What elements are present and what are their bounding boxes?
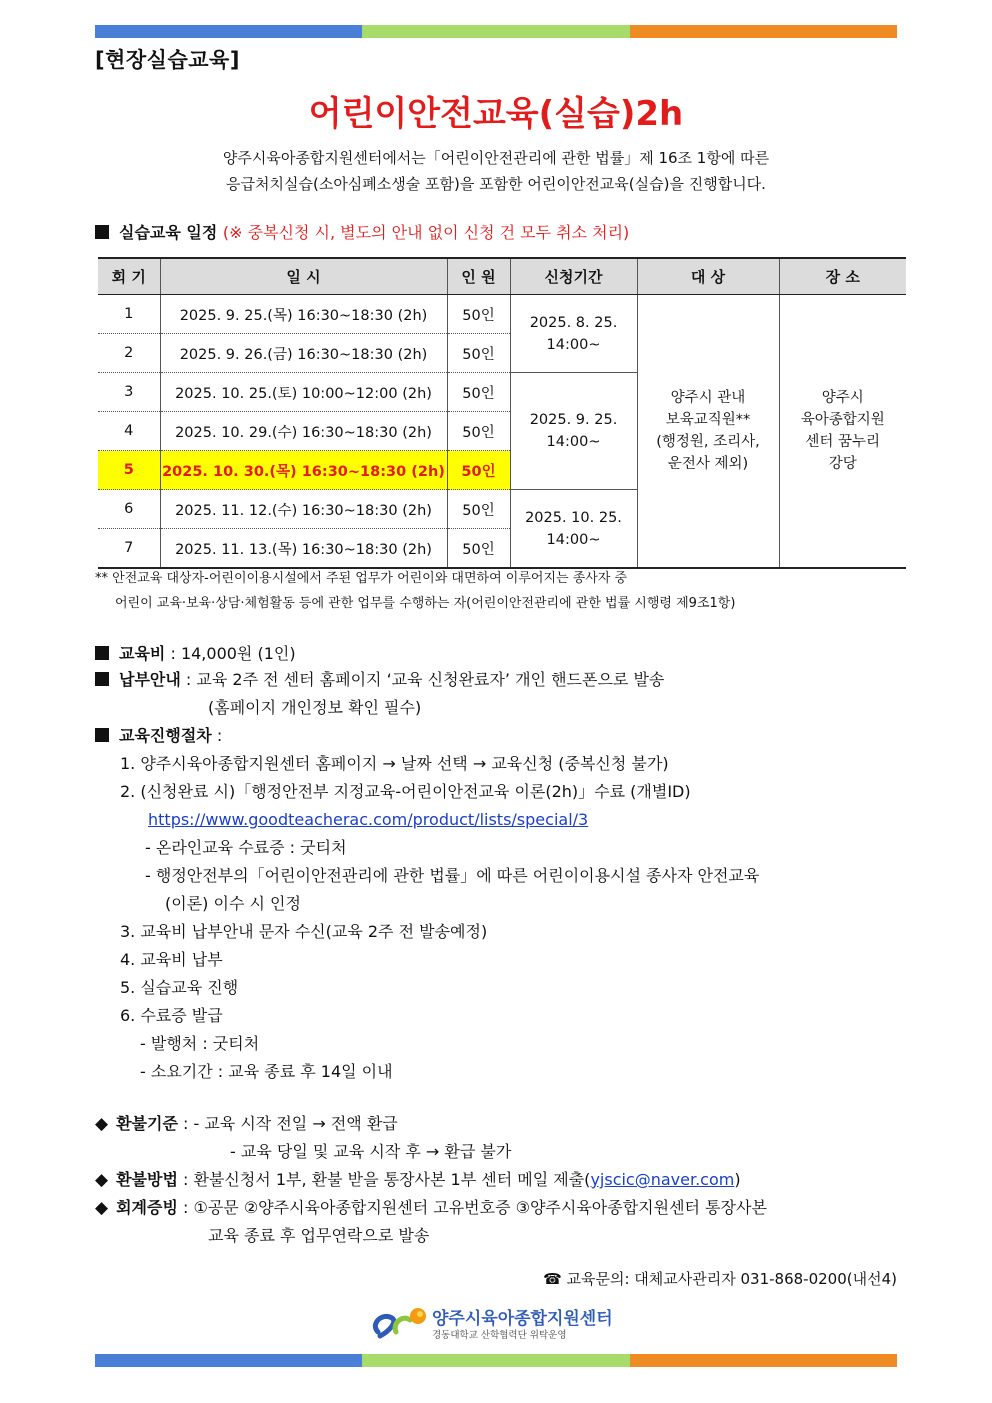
session-capacity: 50인 (447, 334, 510, 373)
refund-method-text: : 환불신청서 1부, 환불 받을 통장사본 1부 센터 메일 제출( (183, 1170, 591, 1189)
procedure-step-6: 6. 수료증 발급 (120, 1006, 223, 1025)
accounting-block (95, 1194, 767, 1250)
session-datetime: 2025. 10. 25.(토) 10:00~12:00 (2h) (160, 373, 447, 412)
target-line: 보육교직원** (665, 412, 751, 428)
footnote-line-1: ** 안전교육 대상자-어린이이용시설에서 주된 업무가 어린이와 대면하여 이루어지는 종사자 중 (95, 571, 628, 586)
email-link[interactable]: yjscic@naver.com (590, 1170, 735, 1189)
session-datetime: 2025. 11. 12.(수) 16:30~18:30 (2h) (160, 490, 447, 529)
target-line: (행정원, 조리사, (656, 434, 760, 450)
square-bullet-icon (95, 728, 109, 742)
refund-rule-line-2: - 교육 당일 및 교육 시작 후 → 환급 불가 (230, 1142, 512, 1161)
square-bullet-icon (95, 672, 109, 686)
refund-rule-line-1: : - 교육 시작 전일 → 전액 환급 (183, 1114, 398, 1133)
intro-text (0, 145, 992, 197)
session-no: 7 (98, 529, 160, 569)
refund-method-line (95, 1166, 741, 1194)
procedure-colon: : (216, 726, 223, 745)
payment-line-2: (홈페이지 개인정보 확인 필수) (208, 698, 422, 717)
apply-period-time: 14:00~ (546, 531, 601, 548)
session-no: 3 (98, 373, 160, 412)
table-header-row (98, 258, 906, 295)
apply-period-date: 2025. 9. 25. (529, 412, 618, 428)
apply-period-time: 14:00~ (546, 336, 601, 353)
session-capacity: 50인 (447, 490, 510, 529)
session-datetime: 2025. 11. 13.(목) 16:30~18:30 (2h) (160, 529, 447, 569)
square-bullet-icon (95, 646, 109, 660)
header-session: 회 기 (98, 258, 160, 295)
header-place: 장 소 (779, 258, 906, 295)
intro-line-2: 응급처치실습(소아심폐소생술 포함)을 포함한 어린이안전교육(실습)을 진행합니다. (226, 175, 766, 193)
session-no: 4 (98, 412, 160, 451)
schedule-table (98, 257, 906, 569)
schedule-heading-label: 실습교육 일정 (119, 223, 218, 242)
session-capacity: 50인 (447, 295, 510, 334)
procedure-sub-1: - 온라인교육 수료증 : 굿티처 (145, 838, 347, 857)
intro-line-1: 양주시육아종합지원센터에서는「어린이안전관리에 관한 법률」제 16조 1항에 따른 (222, 149, 770, 167)
procedure-step-3: 3. 교육비 납부안내 문자 수신(교육 2주 전 발송예정) (120, 922, 488, 941)
logo-name: 양주시육아종합지원센터 (432, 1309, 613, 1329)
procedure-sub-2b: (이론) 이수 시 인정 (165, 894, 301, 913)
fee-value: : 14,000원 (1인) (170, 644, 296, 663)
procedure-sub-2a: - 행정안전부의「어린이안전관리에 관한 법률」에 따른 어린이이용시설 종사자 안전교육 (145, 866, 760, 885)
footnote-line-2: 어린이 교육·보육·상담·체험활동 등에 관한 업무를 수행하는 자(어린이안전관리에 관한 법률 시행령 제9조1항) (115, 596, 736, 611)
schedule-heading (95, 220, 629, 243)
procedure-step-1: 1. 양주시육아종합지원센터 홈페이지 → 날짜 선택 → 교육신청 (중복신청 불가) (120, 754, 669, 773)
session-capacity: 50인 (447, 451, 510, 490)
session-no: 5 (98, 451, 160, 490)
session-capacity: 50인 (447, 373, 510, 412)
apply-period-2 (510, 373, 637, 490)
session-capacity: 50인 (447, 529, 510, 569)
target-line: 양주시 관내 (670, 390, 746, 406)
fee-label: 교육비 (119, 644, 166, 663)
contact-info: ☎ 교육문의: 대체교사관리자 031-868-0200(내선4) (543, 1270, 897, 1288)
page-title: 어린이안전교육(실습)2h (308, 94, 684, 134)
procedure-sub-6a: - 발행처 : 굿티처 (140, 1034, 260, 1053)
diamond-bullet-icon: ◆ (95, 1198, 109, 1218)
payment-block (95, 666, 664, 722)
header-period: 신청기간 (510, 258, 637, 295)
session-no: 6 (98, 490, 160, 529)
bottom-color-bar (95, 1354, 897, 1367)
table-row (98, 295, 906, 334)
duplicate-warning: (※ 중복신청 시, 별도의 안내 없이 신청 건 모두 취소 처리) (222, 223, 630, 242)
apply-period-time: 14:00~ (546, 434, 601, 450)
footnote (95, 566, 735, 616)
session-no: 2 (98, 334, 160, 373)
place-line: 육아종합지원 (800, 412, 885, 428)
header-target: 대 상 (637, 258, 779, 295)
session-datetime: 2025. 10. 30.(목) 16:30~18:30 (2h) (160, 451, 447, 490)
session-datetime: 2025. 9. 26.(금) 16:30~18:30 (2h) (160, 334, 447, 373)
session-capacity: 50인 (447, 412, 510, 451)
session-datetime: 2025. 10. 29.(수) 16:30~18:30 (2h) (160, 412, 447, 451)
apply-period-date: 2025. 8. 25. (529, 314, 618, 331)
top-color-bar (95, 25, 897, 38)
refund-method-label: 환불방법 (116, 1170, 178, 1189)
payment-label: 납부안내 (119, 670, 181, 689)
square-bullet-icon (95, 225, 109, 239)
place-line: 센터 꿈누리 (805, 434, 881, 450)
procedure-block (95, 722, 759, 1086)
apply-period-date: 2025. 10. 25. (525, 509, 622, 526)
place-line: 강당 (828, 456, 857, 472)
header-datetime: 일 시 (160, 258, 447, 295)
section-tag: [현장실습교육] (95, 48, 240, 72)
refund-rule-label: 환불기준 (116, 1114, 178, 1133)
accounting-line-2: 교육 종료 후 업무연락으로 발송 (208, 1226, 430, 1245)
refund-method-close: ) (734, 1170, 741, 1189)
procedure-step-5: 5. 실습교육 진행 (120, 978, 239, 997)
procedure-step-4: 4. 교육비 납부 (120, 950, 223, 969)
procedure-label: 교육진행절차 (119, 726, 212, 745)
target-cell (637, 295, 779, 569)
procedure-step-2: 2. (신청완료 시)「행정안전부 지정교육-어린이안전교육 이론(2h)」수료 (개별ID) (120, 782, 691, 801)
accounting-label: 회계증빙 (116, 1198, 178, 1217)
apply-period-1 (510, 295, 637, 373)
session-datetime: 2025. 9. 25.(목) 16:30~18:30 (2h) (160, 295, 447, 334)
place-line: 양주시 (821, 390, 864, 406)
logo-subtitle: 경동대학교 산학협력단 위탁운영 (432, 1330, 567, 1341)
diamond-bullet-icon: ◆ (95, 1170, 109, 1190)
course-link[interactable]: https://www.goodteacherac.com/product/lists/special/3 (148, 810, 589, 829)
session-no: 1 (98, 295, 160, 334)
target-line: 운전사 제외) (667, 456, 749, 472)
place-cell (779, 295, 906, 569)
fee-line (95, 640, 296, 668)
apply-period-3 (510, 490, 637, 569)
refund-rule-block (95, 1110, 511, 1166)
payment-line-1: : 교육 2주 전 센터 홈페이지 ‘교육 신청완료자’ 개인 핸드폰으로 발송 (185, 670, 665, 689)
procedure-sub-6b: - 소요기간 : 교육 종료 후 14일 이내 (140, 1062, 393, 1081)
accounting-line-1: : ①공문 ②양주시육아종합지원센터 고유번호증 ③양주시육아종합지원센터 통장사본 (183, 1198, 767, 1217)
diamond-bullet-icon: ◆ (95, 1114, 109, 1134)
header-capacity: 인 원 (447, 258, 510, 295)
